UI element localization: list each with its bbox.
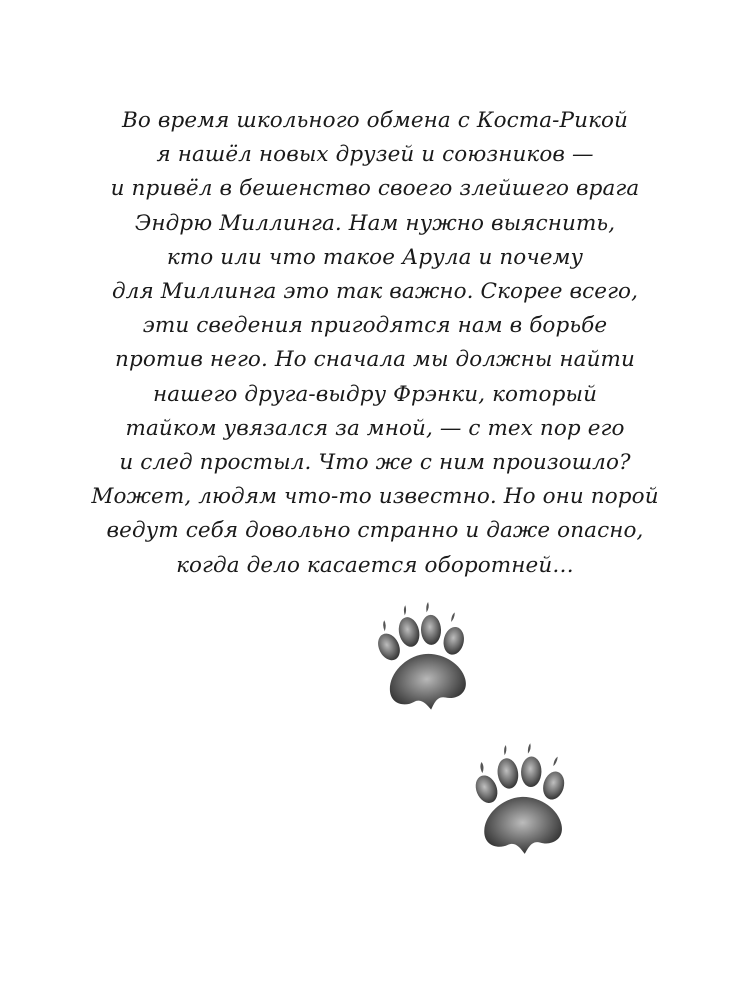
paw-print-icon [462,740,582,860]
blurb-paragraph [60,104,690,583]
text-line: Эндрю Миллинга. Нам нужно выяснить, [134,210,616,236]
text-line: когда дело касается оборотней… [176,552,574,578]
text-line: кто или что такое Арула и почему [166,244,584,270]
text-line: тайком увязался за мной, — с тех пор его [125,415,625,441]
text-line: Может, людям что-то известно. Но они порой [91,484,659,510]
text-line: Во время школьного обмена с Коста-Рикой [121,108,628,133]
text-line: против него. Но сначала мы должны найти [115,347,635,373]
text-line: эти сведения пригодятся нам в борьбе [142,313,608,339]
text-line: я нашёл новых друзей и союзников — [156,142,594,168]
text-line: ведут себя довольно странно и даже опасно, [106,518,644,544]
text-line: нашего друга-выдру Фрэнки, который [152,381,598,407]
text-line: и след простыл. Что же с ним произошло? [119,450,631,476]
text-line: для Миллинга это так важно. Скорее всего, [111,279,639,305]
text-line: и привёл в бешенство своего злейшего врага [110,176,640,202]
paw-print-icon [363,597,487,721]
